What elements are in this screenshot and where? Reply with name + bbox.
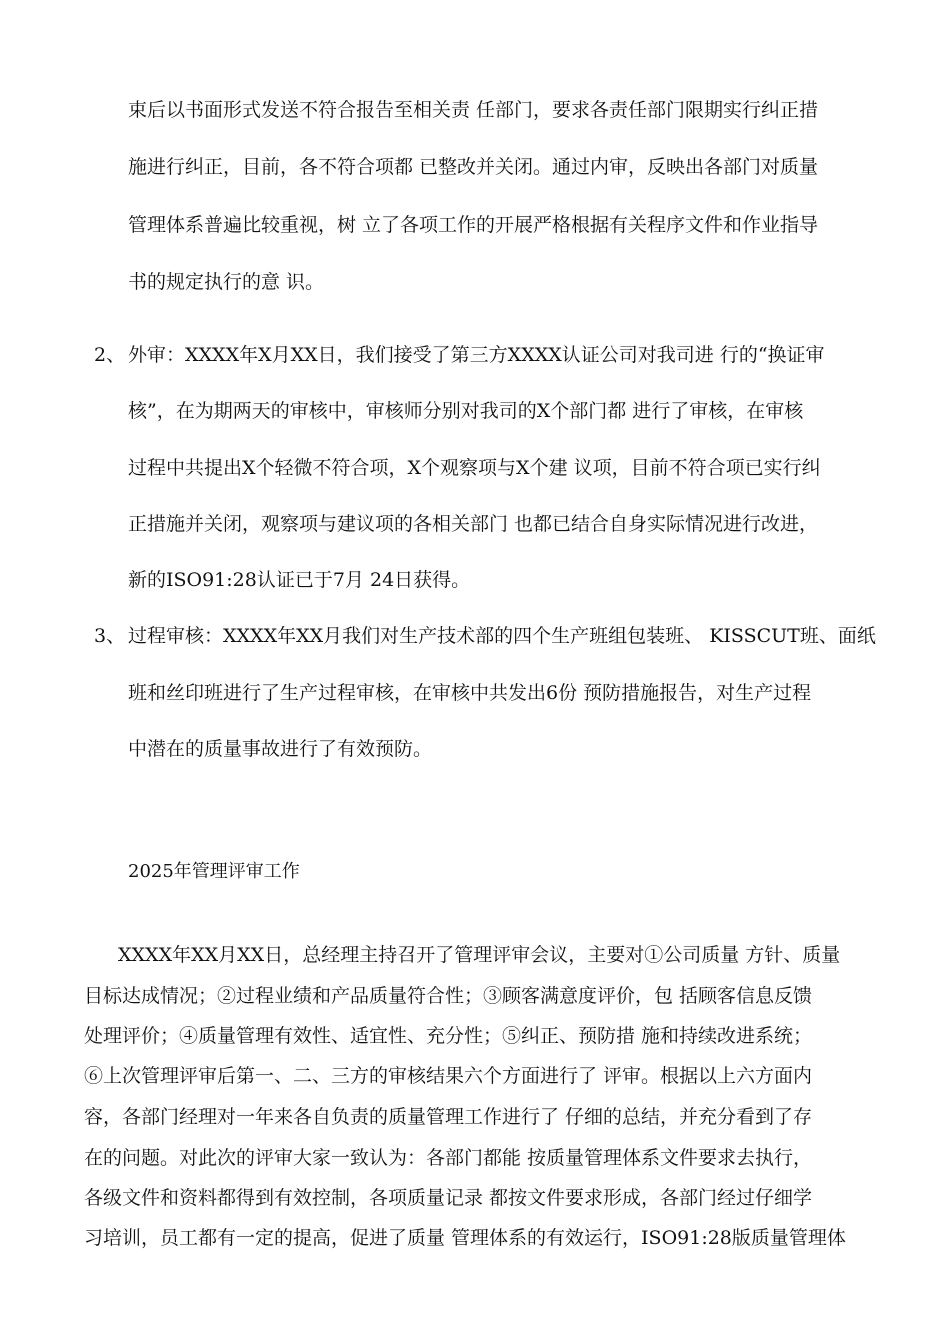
review-line-8: 习培训，员工都有一定的提高，促进了质量 管理体系的有效运行，ISO91:28版质量管理体: [84, 1227, 846, 1249]
list-item-number: 3、: [94, 625, 126, 647]
review-line-3: 处理评价；④质量管理有效性、适宜性、充分性；⑤纠正、预防措 施和持续改进系统；: [84, 1025, 813, 1047]
review-line-6: 在的问题。对此次的评审大家一致认为：各部门都能 按质量管理体系文件要求去执行，: [84, 1147, 813, 1169]
intro-line-1: 束后以书面形式发送不符合报告至相关责 任部门，要求各责任部门限期实行纠正措: [128, 99, 819, 121]
review-line-5: 容，各部门经理对一年来各自负责的质量管理工作进行了 仔细的总结，并充分看到了存: [84, 1106, 813, 1128]
review-line-7: 各级文件和资料都得到有效控制，各项质量记录 都按文件要求形成，各部门经过仔细学: [84, 1187, 813, 1209]
review-line-4: ⑥上次管理评审后第一、二、三方的审核结果六个方面进行了 评审。根据以上六方面内: [84, 1065, 813, 1087]
intro-line-4: 书的规定执行的意 识。: [128, 271, 325, 293]
item2-line-3: 过程中共提出X个轻微不符合项，X个观察项与X个建 议项，目前不符合项已实行纠: [128, 457, 821, 479]
item3-line-3: 中潜在的质量事故进行了有效预防。: [128, 738, 433, 760]
item2-line-1: 外审：XXXX年X月XX日，我们接受了第三方XXXX认证公司对我司进 行的“换证审: [128, 344, 825, 366]
item2-line-5: 新的ISO91:28认证已于7月 24日获得。: [128, 569, 471, 591]
intro-line-2: 施进行纠正，目前，各不符合项都 已整改并关闭。通过内审，反映出各部门对质量: [128, 156, 819, 178]
review-line-2: 目标达成情况；②过程业绩和产品质量符合性；③顾客满意度评价，包 括顾客信息反馈: [84, 985, 813, 1007]
section-heading: 2025年管理评审工作: [128, 861, 300, 882]
intro-line-3: 管理体系普遍比较重视，树 立了各项工作的开展严格根据有关程序文件和作业指导: [128, 214, 819, 236]
item2-line-2: 核”，在为期两天的审核中，审核师分别对我司的X个部门都 进行了审核，在审核: [128, 400, 804, 422]
item2-line-4: 正措施并关闭，观察项与建议项的各相关部门 也都已结合自身实际情况进行改进，: [128, 513, 819, 535]
item3-line-2: 班和丝印班进行了生产过程审核，在审核中共发出6份 预防措施报告，对生产过程: [128, 682, 812, 704]
list-item-number: 2、: [94, 344, 126, 366]
review-line-1: XXXX年XX月XX日，总经理主持召开了管理评审会议，主要对①公司质量 方针、质量: [118, 944, 841, 966]
item3-line-1: 过程审核：XXXX年XX月我们对生产技术部的四个生产班组包装班、 KISSCUT班、面纸: [128, 625, 876, 647]
